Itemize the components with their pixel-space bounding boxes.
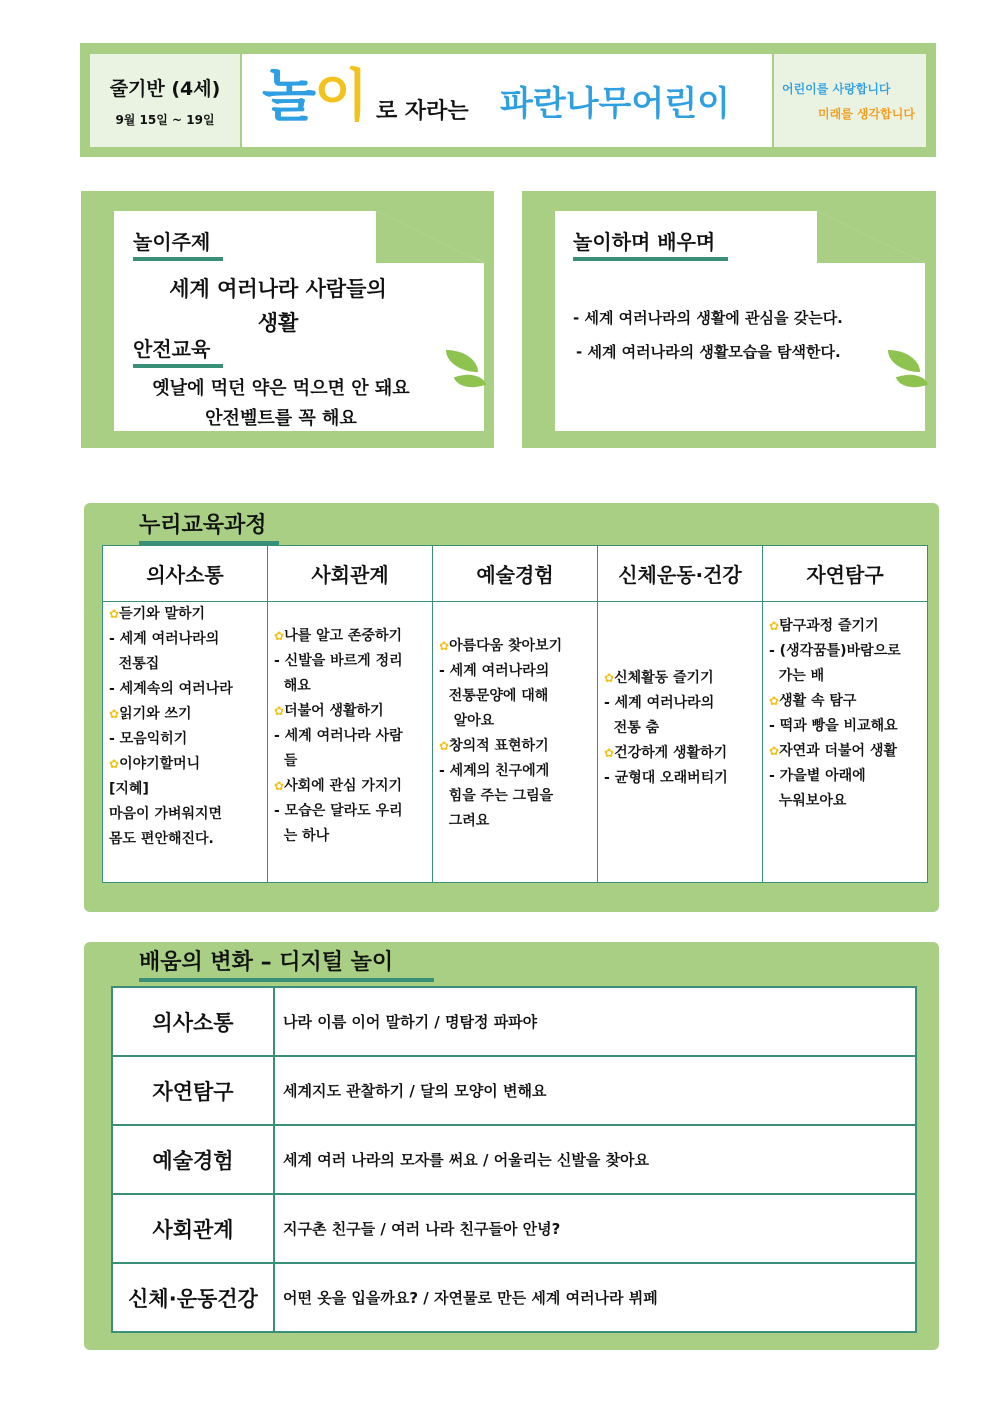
- nuri-line: [274, 824, 426, 849]
- nuri-line: [439, 734, 591, 759]
- digital-activity: 나라 이름 이어 말하기 / 명탐정 파파야: [274, 987, 916, 1056]
- flower-icon: ✿: [109, 757, 120, 771]
- nuri-line-text: - 세계의 친구에게: [439, 763, 550, 779]
- title-big-text: [262, 62, 366, 132]
- nuri-line: [109, 827, 261, 852]
- nuri-line: [769, 664, 921, 689]
- nuri-line: [109, 677, 261, 702]
- digital-row: [112, 1194, 916, 1263]
- nuri-line-text: 아름다움 찾아보기: [449, 638, 563, 654]
- nuri-line: [274, 724, 426, 749]
- nuri-line-text: - 모습은 달라도 우리: [274, 803, 403, 819]
- nuri-line: [439, 809, 591, 834]
- nuri-line-text: - 신발을 바르게 정리: [274, 653, 403, 669]
- digital-table: [111, 986, 917, 1333]
- flower-icon: ✿: [604, 746, 615, 760]
- nuri-line: [274, 799, 426, 824]
- flower-icon: ✿: [274, 629, 285, 643]
- title-mid-text: 로 자라는: [376, 99, 469, 124]
- flower-icon: ✿: [769, 619, 780, 633]
- flower-icon: ✿: [109, 607, 120, 621]
- theme-text-1: 세계 여러나라 사람들의: [169, 277, 387, 301]
- nuri-line-text: - 세계 여러나라의: [604, 695, 715, 711]
- nuri-cell: [103, 602, 268, 883]
- nuri-line-text: - 세계 여러나라의: [109, 631, 220, 647]
- nuri-line-text: 누워보아요: [769, 793, 847, 809]
- nuri-line: [274, 774, 426, 799]
- flower-icon: ✿: [769, 744, 780, 758]
- nuri-line: [769, 764, 921, 789]
- nuri-line: [769, 789, 921, 814]
- digital-row: [112, 987, 916, 1056]
- flower-icon: ✿: [109, 707, 120, 721]
- nuri-line: [439, 684, 591, 709]
- nuri-line-text: - (생각꿈틀)바람으로: [769, 643, 901, 659]
- nuri-cell: [763, 602, 928, 883]
- flower-icon: ✿: [604, 671, 615, 685]
- theme-heading: 놀이주제: [133, 226, 223, 261]
- nuri-line-text: - 세계속의 여러나라: [109, 681, 233, 697]
- nuri-line-text: 전통문양에 대해: [439, 688, 549, 704]
- theme-text-2: 생활: [257, 311, 299, 335]
- nuri-line-text: 생활 속 탐구: [779, 693, 857, 709]
- nuri-line: [109, 752, 261, 777]
- learning-heading: 놀이하며 배우며: [573, 226, 728, 261]
- nuri-line-text: 탐구과정 즐기기: [779, 618, 879, 634]
- title-big-1: 놀: [262, 64, 315, 129]
- nuri-line: [769, 689, 921, 714]
- nuri-line-text: 읽기와 쓰기: [119, 706, 192, 722]
- digital-activity: 세계 여러 나라의 모자를 써요 / 어울리는 신발을 찾아요: [274, 1125, 916, 1194]
- school-name: 파란나무어린이: [500, 84, 730, 124]
- nuri-line: [109, 602, 261, 627]
- nuri-line-text: 마음이 가벼워지면: [109, 806, 223, 822]
- nuri-line-text: [지혜]: [109, 781, 149, 797]
- nuri-line-text: 그려요: [439, 813, 490, 829]
- nuri-col-title: 예술경험: [433, 546, 598, 602]
- week-dates: 9월 15일 ~ 19일: [115, 113, 215, 127]
- nuri-line: [604, 766, 756, 791]
- slogan-2: 미래를 생각합니다: [818, 107, 915, 121]
- nuri-body-row: [103, 602, 928, 883]
- digital-area: 자연탐구: [112, 1056, 274, 1125]
- nuri-line: [769, 714, 921, 739]
- digital-activity: 세계지도 관찰하기 / 달의 모양이 변해요: [274, 1056, 916, 1125]
- digital-area: 신체·운동건강: [112, 1263, 274, 1332]
- nuri-line: [274, 699, 426, 724]
- nuri-line: [604, 666, 756, 691]
- digital-area: 의사소통: [112, 987, 274, 1056]
- nuri-line-text: 자연과 더불어 생활: [779, 743, 898, 759]
- safety-text-2: 안전벨트를 꼭 해요: [205, 408, 357, 429]
- nuri-line-text: 알아요: [439, 713, 495, 729]
- nuri-line: [439, 784, 591, 809]
- nuri-line-text: 힘을 주는 그림을: [439, 788, 554, 804]
- slogan-1: 어린이를 사랑합니다: [782, 82, 891, 96]
- nuri-line: [604, 741, 756, 766]
- nuri-cell: [268, 602, 433, 883]
- nuri-line: [274, 649, 426, 674]
- digital-activity: 어떤 옷을 입을까요? / 자연물로 만든 세계 여러나라 뷔페: [274, 1263, 916, 1332]
- flower-icon: ✿: [274, 779, 285, 793]
- flower-icon: ✿: [439, 639, 450, 653]
- nuri-line-text: - 세계 여러나라의: [439, 663, 550, 679]
- digital-row: [112, 1056, 916, 1125]
- nuri-line-text: 신체활동 즐기기: [614, 670, 714, 686]
- nuri-line-text: - 떡과 빵을 비교해요: [769, 718, 898, 734]
- nuri-line: [109, 702, 261, 727]
- safety-text-1: 옛날에 먹던 약은 먹으면 안 돼요: [152, 378, 410, 399]
- nuri-line: [109, 777, 261, 802]
- nuri-line: [769, 639, 921, 664]
- nuri-line: [274, 674, 426, 699]
- nuri-line: [604, 716, 756, 741]
- nuri-line-text: 듣기와 말하기: [119, 606, 206, 622]
- nuri-line-text: 가는 배: [769, 668, 825, 684]
- digital-row: [112, 1125, 916, 1194]
- flower-icon: ✿: [274, 704, 285, 718]
- nuri-line: [274, 624, 426, 649]
- nuri-col-title: 신체운동·건강: [598, 546, 763, 602]
- nuri-line-text: - 모음익히기: [109, 731, 188, 747]
- nuri-table: [102, 545, 928, 883]
- nuri-line: [439, 659, 591, 684]
- nuri-line-text: - 가을볕 아래에: [769, 768, 866, 784]
- digital-activity: 지구촌 친구들 / 여러 나라 친구들아 안녕?: [274, 1194, 916, 1263]
- nuri-line: [109, 802, 261, 827]
- nuri-line-text: - 세계 여러나라 사람: [274, 728, 403, 744]
- nuri-line: [439, 709, 591, 734]
- nuri-line: [439, 634, 591, 659]
- nuri-line-text: 창의적 표현하기: [449, 738, 549, 754]
- nuri-col-title: 사회관계: [268, 546, 433, 602]
- learning-item-1: - 세계 여러나라의 생활에 관심을 갖는다.: [573, 309, 843, 327]
- title-big-2: 이: [314, 64, 367, 129]
- nuri-cell: [598, 602, 763, 883]
- digital-area: 사회관계: [112, 1194, 274, 1263]
- nuri-line: [274, 749, 426, 774]
- nuri-header-row: [103, 546, 928, 602]
- learning-item-2: - 세계 여러나라의 생활모습을 탐색한다.: [576, 343, 841, 361]
- nuri-line-text: 해요: [274, 678, 311, 694]
- nuri-col-title: 의사소통: [103, 546, 268, 602]
- digital-area: 예술경험: [112, 1125, 274, 1194]
- nuri-heading: 누리교육과정: [139, 508, 279, 545]
- nuri-line-text: 이야기할머니: [119, 756, 201, 772]
- nuri-cell: [433, 602, 598, 883]
- nuri-line: [109, 727, 261, 752]
- nuri-line: [769, 614, 921, 639]
- nuri-line: [439, 759, 591, 784]
- nuri-line-text: 사회에 관심 가지기: [284, 778, 403, 794]
- class-name: 줄기반 (4세): [109, 78, 221, 100]
- nuri-line-text: 전통 춤: [604, 720, 660, 736]
- nuri-line: [604, 691, 756, 716]
- header-slogan-panel: [774, 54, 926, 147]
- nuri-line: [769, 739, 921, 764]
- nuri-line-text: 들: [274, 753, 298, 769]
- flower-icon: ✿: [769, 694, 780, 708]
- nuri-line: [109, 627, 261, 652]
- digital-row: [112, 1263, 916, 1332]
- nuri-line-text: 더불어 생활하기: [284, 703, 384, 719]
- digital-heading: 배움의 변화 – 디지털 놀이: [139, 945, 434, 982]
- safety-heading: 안전교육: [133, 333, 223, 368]
- nuri-line-text: 몸도 편안해진다.: [109, 831, 214, 847]
- flower-icon: ✿: [439, 739, 450, 753]
- nuri-line-text: 건강하게 생활하기: [614, 745, 728, 761]
- nuri-col-title: 자연탐구: [763, 546, 928, 602]
- nuri-line: [109, 652, 261, 677]
- nuri-line-text: 는 하나: [274, 828, 330, 844]
- nuri-line-text: 나를 알고 존중하기: [284, 628, 403, 644]
- nuri-line-text: 전통집: [109, 656, 160, 672]
- nuri-line-text: - 균형대 오래버티기: [604, 770, 728, 786]
